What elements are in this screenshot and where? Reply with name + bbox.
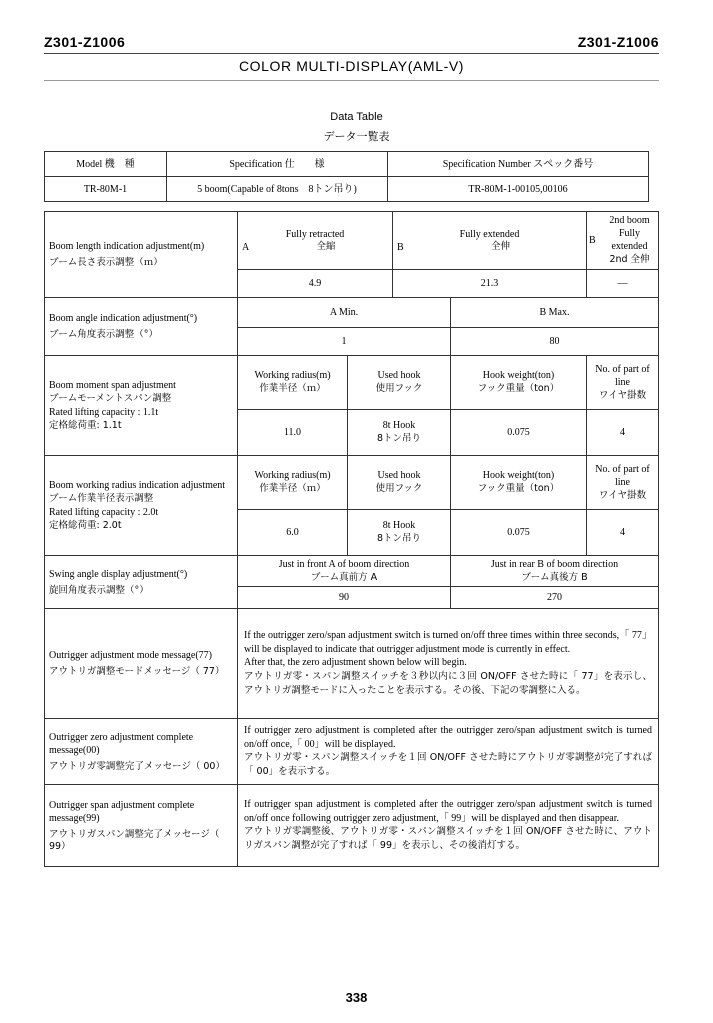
- page-title: COLOR MULTI-DISPLAY(AML-V): [238, 58, 465, 74]
- moment-lines-header: No. of part of line ワイヤ掛数: [587, 356, 659, 410]
- swing-a-header: Just in front A of boom direction ブーム真前方 A: [238, 556, 451, 587]
- boom-angle-a-header: A Min.: [238, 298, 451, 328]
- swing-b-header: Just in rear B of boom direction ブーム真後方 B: [451, 556, 659, 587]
- radius-lines-value: 4: [587, 510, 659, 556]
- boom-length-b-header: Fully extended B 全伸: [393, 212, 587, 270]
- outrigger-span-description: If outrigger span adjustment is completed after the outrigger zero/span adjustment switch is turned on/off once following outrigger zero adjustment,「 99」will be displayed and then disappear. アウトリガ零調整後、アウトリガ零・スパン調整スイッチを１回 ON/OFF させた時に、アウトリガスパン調整が完了すれば「 99」を表示し、その後消灯する。: [238, 785, 659, 867]
- moment-weight-header: Hook weight(ton) フック重量（ton）: [451, 356, 587, 410]
- moment-hook-header: Used hook 使用フック: [348, 356, 451, 410]
- table-title-jp: データ一覧表: [323, 131, 390, 143]
- working-radius-label: Boom working radius indication adjustment ブーム作業半径表示調整 Rated lifting capacity : 2.0t 定格総荷重: 2.0t: [45, 456, 238, 556]
- spec-number-value: TR-80M-1-00105,00106: [388, 177, 649, 202]
- outrigger-mode-label: Outrigger adjustment mode message(77) アウトリガ調整モードメッセージ（ 77）: [45, 609, 238, 719]
- radius-weight-value: 0.075: [451, 510, 587, 556]
- outrigger-zero-description: If outrigger zero adjustment is completed after the outrigger zero/span adjustment switch is turned on/off once,「 00」will be displayed. アウトリガ零・スパン調整スイッチを１回 ON/OFF させた時にアウトリガ零調整が完了すれば「 00」を表示する。: [238, 719, 659, 785]
- boom-angle-label: Boom angle indication adjustment(°) ブーム角度表示調整（°）: [45, 298, 238, 356]
- radius-radius-value: 6.0: [238, 510, 348, 556]
- swing-value-b: 270: [451, 587, 659, 609]
- radius-weight-header: Hook weight(ton) フック重量（ton）: [451, 456, 587, 510]
- boom-angle-value-b: 80: [451, 328, 659, 356]
- moment-radius-value: 11.0: [238, 410, 348, 456]
- boom-length-c-header: B 2nd boom Fully extended 2nd 全伸: [587, 212, 659, 270]
- table-title-en: Data Table: [330, 111, 383, 123]
- doc-code-left: Z301-Z1006: [44, 34, 126, 50]
- boom-length-a-header: Fully retracted A 全縮: [238, 212, 393, 270]
- boom-length-value-a: 4.9: [238, 270, 393, 298]
- moment-lines-value: 4: [587, 410, 659, 456]
- outrigger-zero-label: Outrigger zero adjustment complete message(00) アウトリガ零調整完了メッセージ（ 00）: [45, 719, 238, 785]
- spec-header-model: Model 機 種: [45, 152, 167, 177]
- data-table: [44, 211, 659, 867]
- title-rule: [44, 80, 659, 81]
- boom-length-label: Boom length indication adjustment(m) ブーム長さ表示調整（ｍ）: [45, 212, 238, 298]
- moment-span-label: Boom moment span adjustment ブームモーメントスパン調整 Rated lifting capacity : 1.1t 定格総荷重: 1.1t: [45, 356, 238, 456]
- radius-lines-header: No. of part of line ワイヤ掛数: [587, 456, 659, 510]
- moment-weight-value: 0.075: [451, 410, 587, 456]
- swing-value-a: 90: [238, 587, 451, 609]
- radius-radius-header: Working radius(m) 作業半径（ｍ）: [238, 456, 348, 510]
- outrigger-mode-description: If the outrigger zero/span adjustment switch is turned on/off three times within three seconds,「 77」will be displayed to indicate that outrigger adjustment mode is currently in effect. After that, the zero adjustment shown below will begin. アウトリガ零・スパン調整スイッチを３秒以内に３回 ON/OFF させた時に「 77」を表示し、アウトリガ調整モードに入ったことを表示する。その後、下記の零調整に入る。: [238, 609, 659, 719]
- swing-angle-label: Swing angle display adjustment(°) 旋回角度表示調整（°）: [45, 556, 238, 609]
- outrigger-span-label: Outrigger span adjustment complete message(99) アウトリガスパン調整完了メッセージ（ 99）: [45, 785, 238, 867]
- radius-hook-value: 8t Hook 8トン吊り: [348, 510, 451, 556]
- header-rule: [44, 53, 659, 54]
- boom-angle-value-a: 1: [238, 328, 451, 356]
- doc-code-right: Z301-Z1006: [577, 34, 659, 50]
- spec-header-specification: Specification 仕 様: [167, 152, 388, 177]
- spec-specification-value: 5 boom(Capable of 8tons 8トン吊り): [167, 177, 388, 202]
- spec-table: [44, 151, 649, 202]
- moment-hook-value: 8t Hook 8トン吊り: [348, 410, 451, 456]
- moment-radius-header: Working radius(m) 作業半径（ｍ）: [238, 356, 348, 410]
- boom-angle-b-header: B Max.: [451, 298, 659, 328]
- radius-hook-header: Used hook 使用フック: [348, 456, 451, 510]
- spec-header-spec-number: Specification Number スペック番号: [388, 152, 649, 177]
- page-number: 338: [345, 990, 368, 1005]
- spec-model-value: TR-80M-1: [45, 177, 167, 202]
- boom-length-value-c: —: [587, 270, 659, 298]
- boom-length-value-b: 21.3: [393, 270, 587, 298]
